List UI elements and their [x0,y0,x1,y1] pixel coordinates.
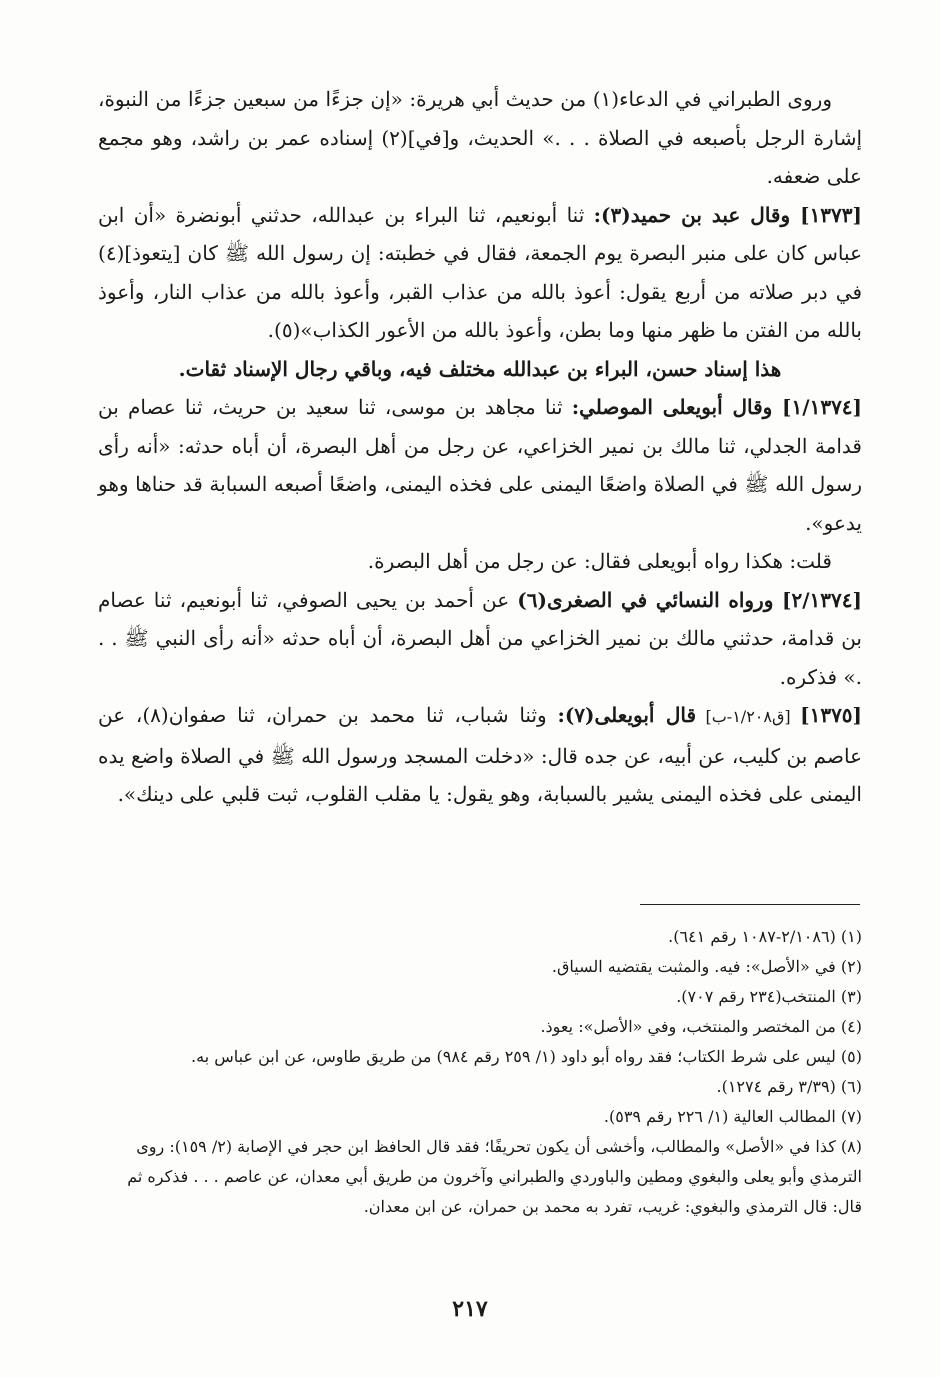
isnad-note [98,350,862,389]
hadith-1374-1-text: ثنا مجاهد بن موسى، ثنا سعيد بن حريث، ثنا عصام بن قدامة الجدلي، ثنا مالك بن نمير الخزاعي، عن رجل من أهل البصرة، أن أباه حدثه: «أنه رأى رسول الله ﷺ في الصلاة واضعًا اليمنى على فخذه اليمنى، واضعًا أصبعه السبابة قد حناها وهو يدعو». [98,395,862,535]
hadith-1374-1-heading: [١/١٣٧٤] وقال أبويعلى الموصلي: [571,395,863,419]
hadith-1375-heading: قال أبويعلى(٧): [557,703,697,727]
footnote-item: (٤) من المختصر والمنتخب، وفي «الأصل»: يعوذ. [540,1017,862,1036]
footnote-item: (١) (٢/١٠٨٦-١٠٨٧ رقم ٦٤١). [668,927,862,946]
comment-paragraph: قلت: هكذا رواه أبويعلى فقال: عن رجل من أهل البصرة. [367,549,832,573]
page-number: ٢١٧ [452,1296,488,1322]
hadith-1373-heading: [١٣٧٣] وقال عبد بن حميد(٣): [593,202,862,227]
hadith-1374-2-heading: [٢/١٣٧٤] ورواه النسائي في الصغرى(٦) [517,587,862,612]
footnote-item: (٢) في «الأصل»: فيه. والمثبت يقتضيه السياق. [551,957,862,976]
hadith-1374-1 [98,388,862,542]
hadith-1375-number: [١٣٧٥] [800,703,863,727]
paragraph-tabarani: وروى الطبراني في الدعاء(١) من حديث أبي هريرة: «إن جزءًا من سبعين جزءًا من النبوة، إشارة الرجل بأصبعه في الصلاة . . .» الحديث، و[في](٢) إسناده عمر بن راشد، وهو مجمع على ضعفه. [98,87,863,188]
main-text [98,80,862,814]
hadith-1373-text: ثنا أبونعيم، ثنا البراء بن عبدالله، حدثني أبونضرة «أن ابن عباس كان على منبر البصرة يوم الجمعة، فقال في خطبته: إن رسول الله ﷺ كان [يتعوذ](٤) في دبر صلاته من أربع يقول: أعوذ بالله من عذاب القبر، وأعوذ بالله من عذاب النار، وأعوذ بالله من الفتن ما ظهر منها وما بطن، وأعوذ بالله من الأعور الكذاب»(٥). [98,202,862,342]
footnote-separator [640,904,860,905]
isnad-note-text: هذا إسناد حسن، البراء بن عبدالله مختلف فيه، وباقي رجال الإسناد ثقات. [178,356,782,381]
footnotes [98,922,862,1222]
footnote-item: (٧) المطالب العالية (١/ ٢٢٦ رقم ٥٣٩). [603,1107,862,1126]
footnote-item: (٣) المنتخب(٢٣٤ رقم ٧٠٧). [676,987,862,1006]
footnote-item: (٦) (٣/٣٩ رقم ١٢٧٤). [716,1077,862,1096]
footnote-item: (٥) ليس على شرط الكتاب؛ فقد رواه أبو داود (١/ ٢٥٩ رقم ٩٨٤) من طريق طاوس، عن ابن عباس به. [191,1047,862,1066]
hadith-1375-text: وثنا شباب، ثنا محمد بن حمران، ثنا صفوان(٨)، عن عاصم بن كليب، عن أبيه، عن جده قال: «دخلت المسجد ورسول الله ﷺ في الصلاة واضع يده اليمنى على فخذه اليمنى يشير بالسبابة، وهو يقول: يا مقلب القلوب، ثبت قلبي على دينك». [98,703,862,806]
hadith-1373 [98,196,862,350]
hadith-1374-2-text: عن أحمد بن يحيى الصوفي، ثنا أبونعيم، ثنا عصام بن قدامة، حدثني مالك بن نمير الخزاعي من أهل البصرة، أن أباه حدثه «أنه رأى النبي ﷺ . . .» فذكره. [98,587,862,689]
hadith-1375 [98,696,862,814]
hadith-1374-2 [98,581,862,697]
manuscript-reference: [ق١/٢٠٨-ب] [696,707,801,726]
footnote-item: (٨) كذا في «الأصل» والمطالب، وأخشى أن يكون تحريفًا؛ فقد قال الحافظ ابن حجر في الإصابة (٢/ ١٥٩): روى الترمذي وأبو يعلى والبغوي ومطين والباوردي والطبراني وآخرون من طريق أبي معدان، عن عاصم . . . فذكره ثم قال: قال الترمذي والبغوي: غريب، تفرد به محمد بن حمران، عن ابن معدان. [127,1137,862,1216]
